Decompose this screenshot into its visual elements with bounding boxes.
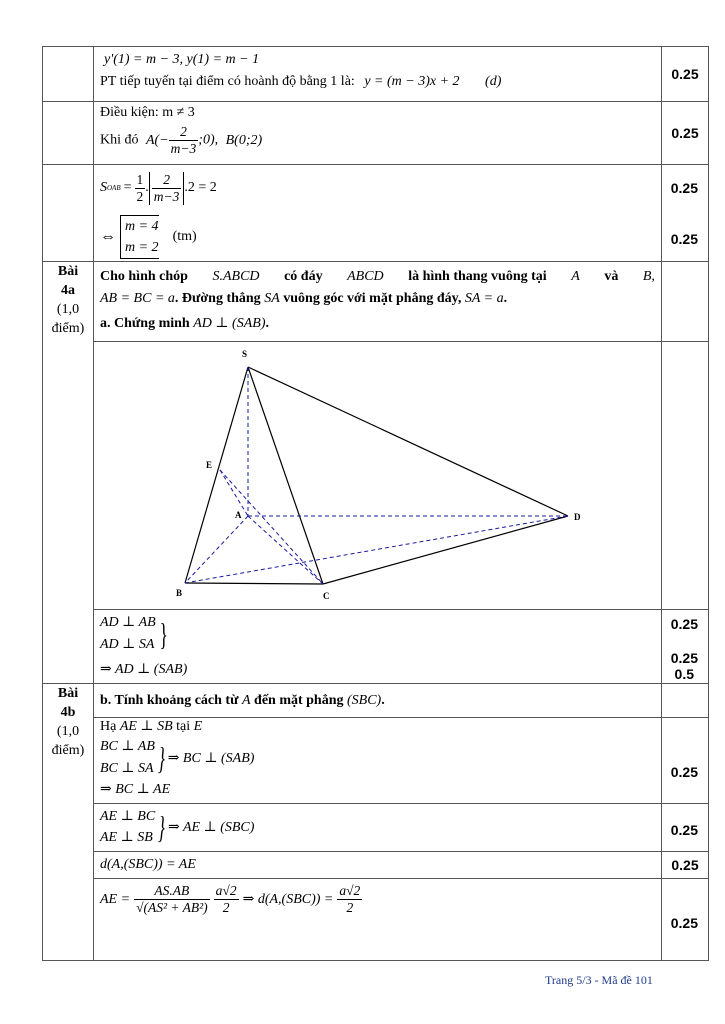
empty-score-cell [662,342,709,610]
part-b-cell: b. Tính khoảng cách từ A đến mặt phẳng (SBC). [94,684,662,718]
edge-sc [248,367,323,584]
empty-left-cell [43,102,94,165]
problem-cell [94,262,662,342]
point-a-suffix: ;0), [198,132,219,148]
proof-b2-system: AE ⊥ BC AE ⊥ SB } ⇒ AE ⊥ (SBC) [100,809,255,845]
proof-b4-cell [94,879,662,961]
label-b: B [176,588,183,598]
equiv-arrow: ⇔ [100,228,116,245]
solution-line [100,215,655,259]
score-cell: 0.25 [662,804,709,852]
tangent-line [100,71,655,93]
distance-formula: AE = $\frac{AS.AB}{\text{√(AS² + AB²)}}$ $\frac{a√2}{2}$ ⇒ d(A,(SBC)) = $\frac{a√2}{2}$ [100,883,361,915]
solution-bracket [120,215,159,259]
solution-2: m = 2 [125,240,159,255]
score-cell: 0.25 [662,852,709,879]
row-proof-b2 [43,804,709,852]
row-tangent [43,47,709,102]
row-condition [43,102,709,165]
abs-value: $\frac{2}{m-3}$ [149,172,185,205]
proof-b1-cell [94,718,662,804]
label-c: C [323,591,330,601]
solution-note: (tm) [172,229,197,244]
problem-line-3: a. Chứng minh AD ⊥ (SAB). [100,316,269,331]
answer-table [42,46,709,961]
proof-a-cell [94,610,662,684]
edge-sb [185,367,248,583]
problem-line-2: AB = BC = a. Đường thẳng SA vuông góc với mặt phẳng đáy, SA = a. [100,291,508,306]
proof-b1-result: ⇒ BC ⊥ AE [100,782,171,797]
score-cell: 0.25 [662,47,709,102]
proof-a-system: AD ⊥ AB AD ⊥ SA } [100,615,168,652]
score-cell: 0.25 0.25 0.5 [662,610,709,684]
tangent-tag: (d) [485,74,502,89]
row-proof-a [43,610,709,684]
label-s: S [242,349,248,359]
label-e: E [206,460,213,470]
area-cell [94,165,662,262]
empty-score-cell [662,684,709,718]
score-cell: 0.25 [662,879,709,961]
proof-a-result: ⇒ AD ⊥ (SAB) [100,662,188,677]
figure-cell [94,342,662,610]
condition-cell [94,102,662,165]
edge-bc [185,583,323,584]
label-a: A [235,510,242,520]
derivative-line: y'(1) = m − 3, y(1) = m − 1 [104,52,260,67]
points-line [100,124,655,157]
equals-sign: = [123,180,132,195]
edge-sd [248,367,568,516]
page-footer: Trang 5/3 - Mã đề 101 [545,973,653,987]
drop-perpendicular-line: Hạ AE ⊥ SB tại E [100,719,203,734]
point-a-fraction: $\frac{2}{m-3}$ [170,124,197,156]
label-d: D [574,512,581,522]
area-line: S OAB = $\frac{1}{2}$ . $\frac{2}{m-3}$ .2 = 2 [100,171,217,204]
solution-1: m = 4 [125,219,159,234]
score-cell: 0.25 0.25 [662,165,709,262]
empty-left-cell [43,165,94,262]
empty-left-cell [43,47,94,102]
segment-ae-hidden [220,470,248,516]
score-cell: 0.25 [662,718,709,804]
proof-b2-cell [94,804,662,852]
bai-4b-cell: Bài 4b (1,0 điểm) [43,684,94,961]
row-figure [43,342,709,610]
proof-b1-system: BC ⊥ AB BC ⊥ SA } ⇒ BC ⊥ (SAB) [100,739,255,776]
point-a-prefix: A(− [146,132,169,148]
condition-line: Điều kiện: m ≠ 3 [100,105,195,120]
score-cell: 0.25 [662,102,709,165]
bai-4a-cell: Bài 4a (1,0 điểm) [43,262,94,684]
half-fraction: $\frac{1}{2}$ [136,171,144,204]
edge-cd [323,516,568,584]
row-proof-b1 [43,718,709,804]
empty-score-cell [662,262,709,342]
tangent-text: PT tiếp tuyến tại điểm có hoành độ bằng 1 là: [100,74,355,89]
tangent-cell [94,47,662,102]
edge-bd-hidden [185,516,568,583]
pyramid-figure [94,342,660,608]
tangent-equation: y = (m − 3)x + 2 [364,74,460,89]
row-problem [43,262,709,342]
area-symbol: S [100,180,107,195]
area-subscript: OAB [107,184,121,192]
row-area [43,165,709,262]
segment-ec-hidden [220,470,323,584]
row-proof-b3 [43,852,709,879]
area-result: .2 = 2 [184,180,217,195]
row-part-b [43,684,709,718]
proof-b3-cell: d(A,(SBC)) = AE [94,852,662,879]
point-b: B(0;2) [225,132,263,148]
row-proof-b4 [43,879,709,961]
problem-line-1: Cho hình chóp S.ABCD có đáy ABCD là hình thang vuông tại A và B, [100,269,655,284]
khi-do-text: Khi đó [100,132,139,148]
